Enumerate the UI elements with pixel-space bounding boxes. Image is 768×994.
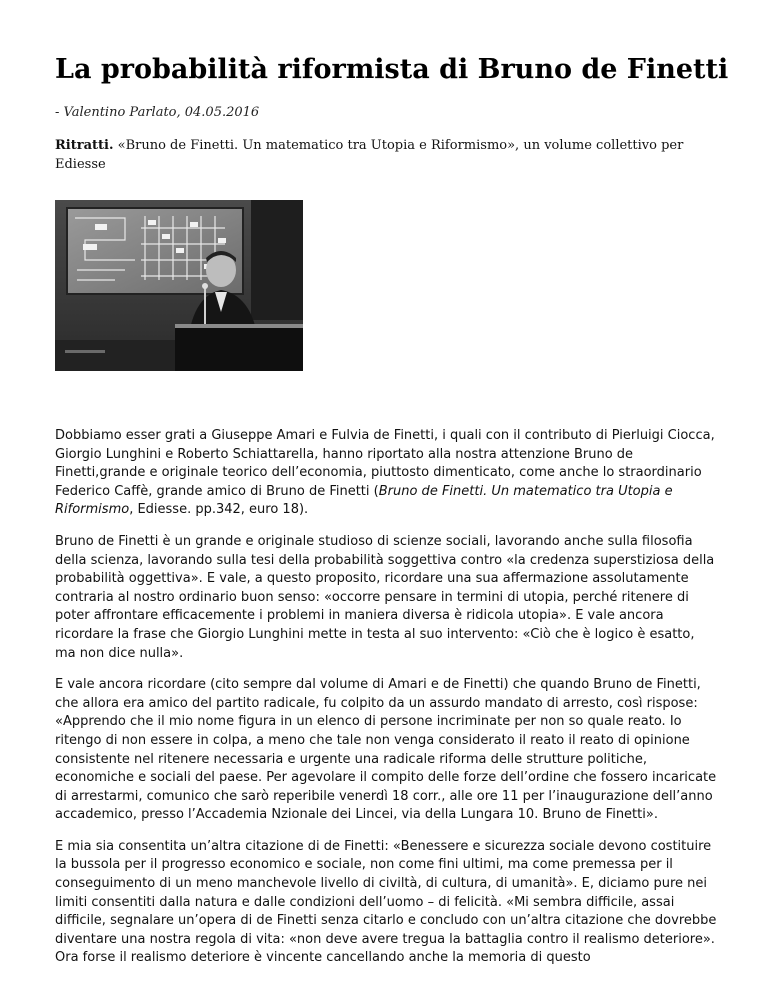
book-title: Bruno de Finetti. Un matematico tra Utopia e Riformismo <box>55 483 673 518</box>
paragraph-1-end: , Ediesse. pp.342, euro 18). <box>129 502 309 518</box>
article-title: La probabilità riformista di Bruno de Finetti <box>55 54 729 85</box>
lead-label: Ritratti. <box>55 138 114 153</box>
paragraph-1-start: Dobbiamo esser grati a Giuseppe Amari e Fulvia de Finetti, i quali con il contributo di Pierluigi Ciocca, Giorgio Lunghini e Roberto Schiattarella, hanno riportato alla nostra attenzione Bruno de Finetti,grande e originale teorico dell’economia, piuttosto dimenticato, come anche lo straordinario Federico Caffè, grande amico di Bruno de Finetti ( <box>55 428 715 499</box>
paragraph-1 <box>55 427 717 520</box>
article-lead <box>55 137 705 174</box>
lecture-photo <box>55 200 303 371</box>
paragraph-2: Bruno de Finetti è un grande e originale studioso di scienze sociali, lavorando anche sulla filosofia della scienza, lavorando sulla tesi della probabilità soggettiva contro «la credenza superstiziosa della probabilità oggettiva». E vale, a questo proposito, ricordare una sua affermazione assolutamente contraria al nostro ordinario buon senso: «occorre pensare in termini di utopia, perché ritenere di poter affrontare efficacemente i problemi in maniera diversa è ridicola utopia». E vale ancora ricordare la frase che Giorgio Lunghini mette in testa al suo intervento: «Ciò che è logico è esatto, ma non dice nulla». <box>55 533 715 661</box>
paragraph-3: E vale ancora ricordare (cito sempre dal volume di Amari e de Finetti) che quando Bruno de Finetti, che allora era amico del partito radicale, fu colpito da un assurdo mandato di arresto, così rispose: «Apprendo che il mio nome figura in un elenco di persone incriminate per non so quale reato. Io ritengo di non essere in colpa, a meno che tale non venga considerato il reato il reato di opinione consistente nel ritenere necessaria e urgente una radicale riforma delle strutture politiche, economiche e sociali del paese. Per agevolare il compito delle forze dell’ordine che fossero incaricate di arrestarmi, comunico che sarò reperibile venerdì 18 corr., alle ore 11 per l’inaugurazione dell’anno accademico, presso l’Accademia Nzionale dei Lincei, via della Lungara 10. Bruno de Finetti». <box>55 677 717 823</box>
article-byline: - Valentino Parlato, 04.05.2016 <box>55 105 260 120</box>
paragraph-4: E mia sia consentita un’altra citazione di de Finetti: «Benessere e sicurezza sociale devono costituire la bussola per il progresso economico e sociale, non come fini ultimi, ma come premessa per il conseguimento di un meno manchevole livello di civiltà, di cultura, di umanità». E, diciamo pure nei limiti consentiti dalla natura e dalle condizioni dell’uomo – di felicità. «Mi sembra difficile, assai difficile, segnalare un’opera di de Finetti senza citarlo e concludo con un’altra citazione che dovrebbe diventare una nostra regola di vita: «non deve avere tregua la battaglia contro il realismo deteriore». Ora forse il realismo deteriore è vincente cancellando anche la memoria di questo <box>55 838 717 966</box>
article-body <box>55 427 717 981</box>
lead-text: «Bruno de Finetti. Un matematico tra Utopia e Riformismo», un volume collettivo per Ediesse <box>55 138 684 172</box>
lecture-photo-illustration <box>55 200 303 371</box>
